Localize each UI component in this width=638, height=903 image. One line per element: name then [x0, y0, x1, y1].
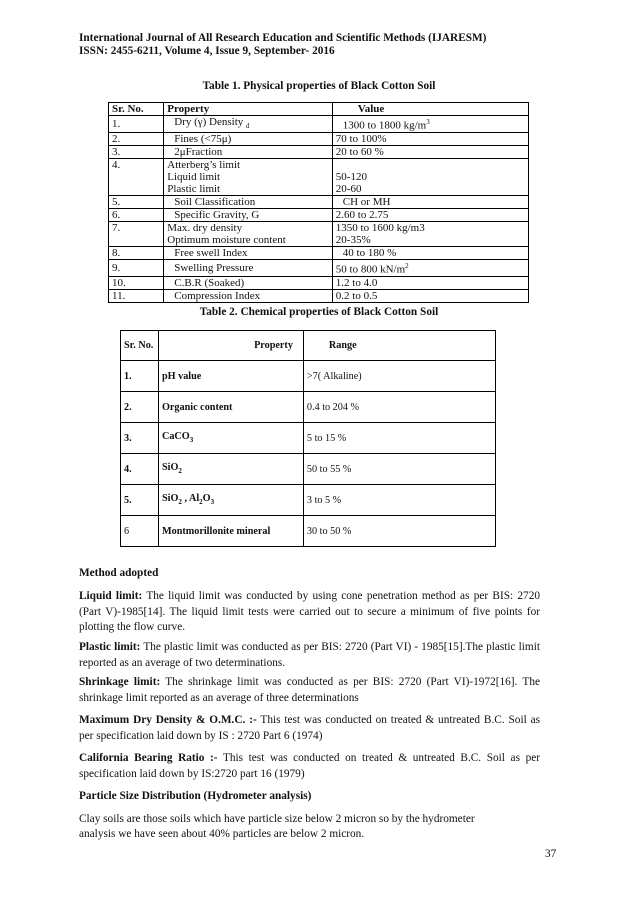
table-header-row: [121, 331, 496, 361]
property-cell: Liquid limit: [164, 171, 333, 183]
column-header: Range: [303, 331, 495, 361]
property-cell: Atterberg’s limit: [164, 159, 333, 172]
value-cell: CH or MH: [332, 196, 528, 209]
journal-title: International Journal of All Research Education and Scientific Methods (IJARESM): [79, 32, 487, 44]
table-row: [109, 171, 529, 183]
property-cell: Swelling Pressure: [164, 260, 333, 277]
property-cell: Specific Gravity, G: [164, 209, 333, 222]
table1-caption: Table 1. Physical properties of Black Cotton Soil: [202, 80, 436, 92]
sr-cell: 2.: [109, 133, 164, 146]
table-row: [109, 116, 529, 133]
table-row: [109, 183, 529, 196]
shrinkage-limit-paragraph: Shrinkage limit: The shrinkage limit was conducted as per BIS: 2720 (Part VI)-1972[16]. The shrinkage limit reported as an average of three determinations: [79, 676, 540, 704]
table-row: [109, 196, 529, 209]
value-cell: 70 to 100%: [332, 133, 528, 146]
sr-cell: 4.: [121, 454, 159, 485]
sr-cell: 5.: [109, 196, 164, 209]
table-row: [109, 146, 529, 159]
physical-properties-table: [108, 102, 529, 303]
property-cell: SiO$_2$: [158, 454, 303, 485]
property-cell: pH value: [158, 361, 303, 392]
table-row: [109, 159, 529, 172]
property-cell: Montmorillonite mineral: [158, 516, 303, 547]
property-cell: C.B.R (Soaked): [164, 276, 333, 289]
table-row: [109, 260, 529, 277]
issn-line: ISSN: 2455-6211, Volume 4, Issue 9, September- 2016: [79, 45, 335, 57]
property-cell: Optimum moisture content: [164, 234, 333, 247]
sr-cell: 6: [121, 516, 159, 547]
sr-cell: 8.: [109, 247, 164, 260]
property-cell: CaCO$_3$: [158, 423, 303, 454]
page-number: 37: [545, 848, 557, 860]
plastic-limit-paragraph: Plastic limit: The plastic limit was conducted as per BIS: 2720 (Part VI) - 1985[15].The plastic limit reported as an average of two determinations.: [79, 641, 540, 669]
column-header: Property: [158, 331, 303, 361]
table-row: [121, 454, 496, 485]
value-cell: 20 to 60 %: [332, 146, 528, 159]
property-cell: Fines (<75μ): [164, 133, 333, 146]
property-cell: Soil Classification: [164, 196, 333, 209]
table-header-row: [109, 103, 529, 116]
sr-cell: 10.: [109, 276, 164, 289]
sr-cell: 5.: [121, 485, 159, 516]
property-cell: Plastic limit: [164, 183, 333, 196]
table-row: [121, 423, 496, 454]
column-header: Value: [332, 103, 528, 116]
value-cell: 2.60 to 2.75: [332, 209, 528, 222]
range-cell: 3 to 5 %: [303, 485, 495, 516]
table2-caption: Table 2. Chemical properties of Black Cotton Soil: [199, 306, 439, 318]
range-cell: >7( Alkaline): [303, 361, 495, 392]
mdd-paragraph: Maximum Dry Density & O.M.C. :- This test was conducted on treated & untreated B.C. Soil as per specification laid down by IS : 2720 Part 6 (1974): [79, 714, 540, 742]
value-cell: 40 to 180 %: [332, 247, 528, 260]
property-cell: Free swell Index: [164, 247, 333, 260]
column-header: Sr. No.: [109, 103, 164, 116]
table-row: [109, 209, 529, 222]
column-header: Property: [164, 103, 333, 116]
sr-cell: 3.: [109, 146, 164, 159]
value-cell: 1.2 to 4.0: [332, 276, 528, 289]
sr-cell: 3.: [121, 423, 159, 454]
table-row: [109, 234, 529, 247]
table-row: [121, 516, 496, 547]
property-cell: 2μFraction: [164, 146, 333, 159]
table-row: [109, 289, 529, 302]
table-row: [121, 361, 496, 392]
sr-cell: 7.: [109, 222, 164, 247]
column-header: Sr. No.: [121, 331, 159, 361]
table-row: [109, 276, 529, 289]
property-cell: Organic content: [158, 392, 303, 423]
cbr-paragraph: California Bearing Ratio :- This test was conducted on treated & untreated B.C. Soil as per specification laid down by IS:2720 part 16 (1979): [79, 752, 540, 780]
property-cell: SiO$_2$ , $Al_2O_3$: [158, 485, 303, 516]
psd-line-1: Clay soils are those soils which have particle size below 2 micron so by the hydrometer: [79, 813, 475, 825]
sr-cell: 6.: [109, 209, 164, 222]
table-row: [121, 392, 496, 423]
property-cell: Max. dry density: [164, 222, 333, 235]
psd-heading: Particle Size Distribution (Hydrometer analysis): [79, 790, 312, 802]
chemical-properties-table: [120, 330, 496, 547]
range-cell: 5 to 15 %: [303, 423, 495, 454]
value-cell: 20-60: [332, 183, 528, 196]
range-cell: 50 to 55 %: [303, 454, 495, 485]
value-cell: 1350 to 1600 kg/m3: [332, 222, 528, 235]
value-cell: 20-35%: [332, 234, 528, 247]
range-cell: 30 to 50 %: [303, 516, 495, 547]
value-cell: 50-120: [332, 171, 528, 183]
table-row: [109, 247, 529, 260]
method-heading: Method adopted: [79, 567, 159, 579]
sr-cell: 11.: [109, 289, 164, 302]
range-cell: 0.4 to 204 %: [303, 392, 495, 423]
psd-line-2: analysis we have seen about 40% particles are below 2 micron.: [79, 828, 365, 840]
sr-cell: 1.: [109, 116, 164, 133]
table-row: [109, 133, 529, 146]
value-cell: 1300 to 1800 $kg/m^3$: [332, 116, 528, 133]
table-row: [121, 485, 496, 516]
value-cell: 50 to 800 $kN/m^2$: [332, 260, 528, 277]
property-cell: Compression Index: [164, 289, 333, 302]
table-row: [109, 222, 529, 235]
value-cell: [332, 159, 528, 172]
sr-cell: 9.: [109, 260, 164, 277]
sr-cell: 4.: [109, 159, 164, 196]
value-cell: 0.2 to 0.5: [332, 289, 528, 302]
sr-cell: 2.: [121, 392, 159, 423]
liquid-limit-paragraph: Liquid limit: The liquid limit was conducted by using cone penetration method as per BIS: 2720 (Part V)-1985[14]. The liquid limit tests were carried out to secure a minimum of five points for plotting the flow curve.: [79, 590, 540, 633]
sr-cell: 1.: [121, 361, 159, 392]
property-cell: Dry (γ) Density $_d$: [164, 116, 333, 133]
